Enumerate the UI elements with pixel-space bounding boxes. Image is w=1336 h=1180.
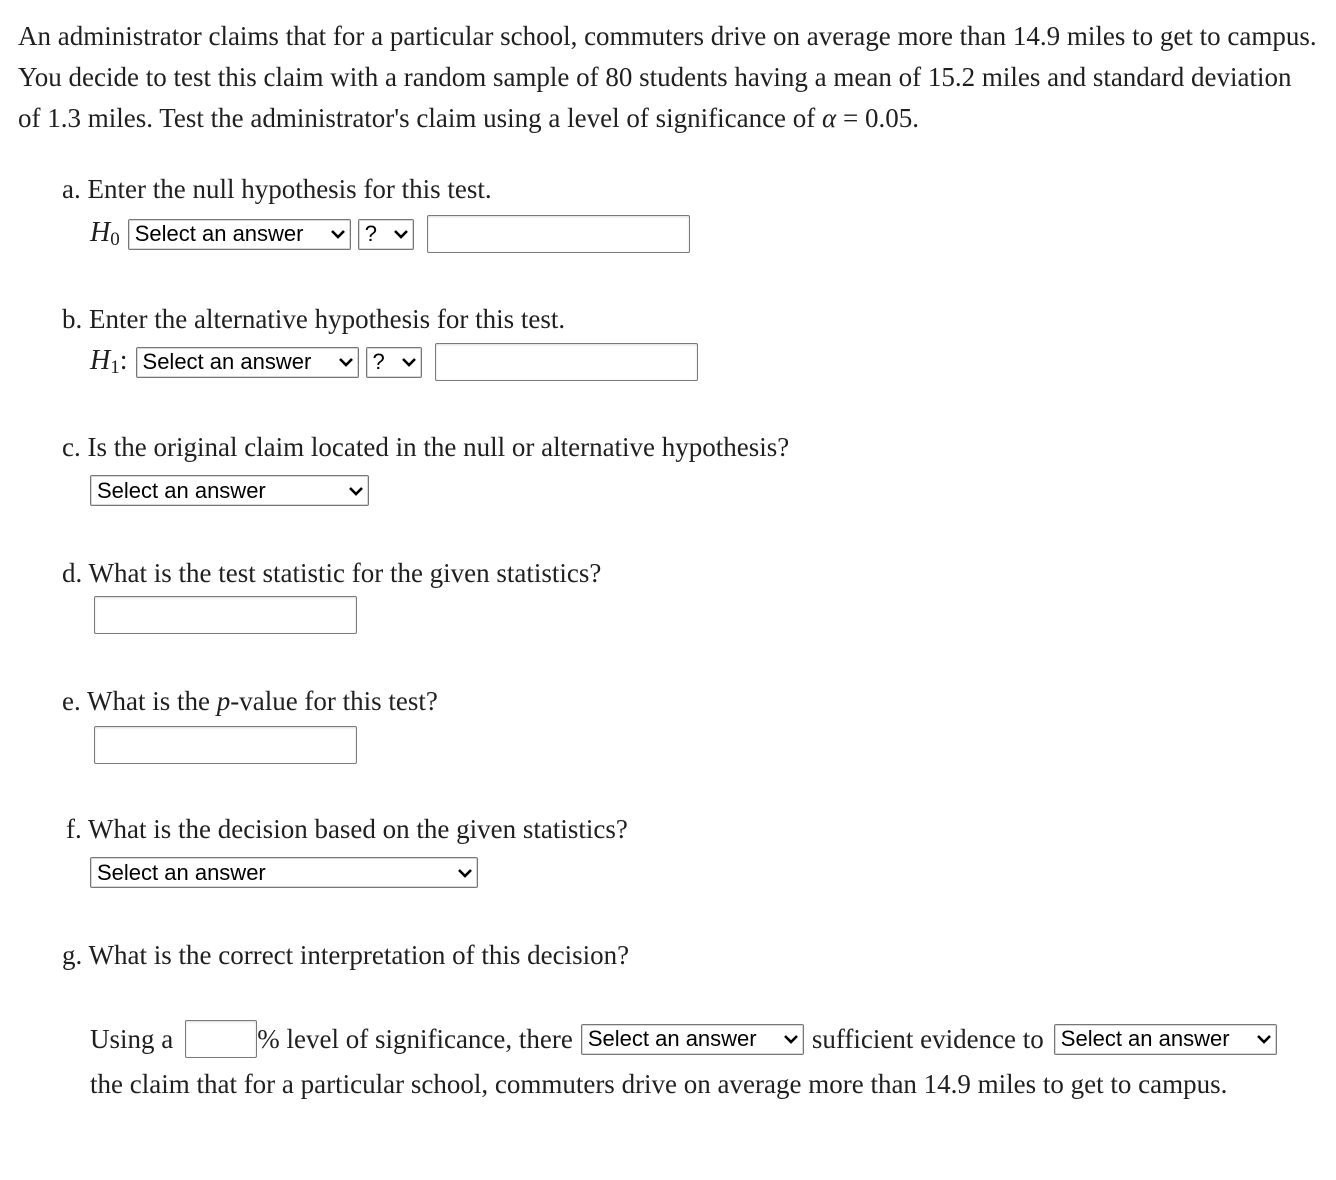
- alpha-symbol: α: [822, 103, 837, 133]
- claim-location-row: [90, 475, 369, 506]
- interpretation-line-1: [90, 1019, 1277, 1059]
- question-d-label: d. What is the test statistic for the given statistics?: [62, 558, 602, 588]
- chevron-down-icon: [348, 483, 364, 499]
- interpretation-line-2: [90, 1066, 1227, 1102]
- evidence-text: sufficient evidence to: [811, 1023, 1044, 1054]
- null-value-input[interactable]: [427, 215, 690, 253]
- test-statistic-input[interactable]: [94, 596, 357, 634]
- question-c-label: c. Is the original claim located in the null or alternative hypothesis?: [62, 432, 790, 462]
- h-letter: H: [90, 217, 111, 248]
- null-hypothesis-symbol: [90, 217, 120, 251]
- h-subscript: 1: [110, 357, 120, 378]
- problem-text: An administrator claims that for a particular school, commuters drive on average more than 14.9 miles to get to campus. You decide to test this claim with a random sample of 80 students having a mean of 15.2 miles and standard deviation of 1.3 miles. Test the administrator's claim using a level of significance of: [18, 21, 1317, 133]
- null-operator-select[interactable]: [358, 219, 414, 250]
- alternative-parameter-select[interactable]: [136, 347, 359, 378]
- evidence-action-select[interactable]: [1054, 1024, 1277, 1055]
- h-subscript: 0: [110, 229, 120, 250]
- test-statistic-row: [94, 596, 357, 634]
- question-b-label: b. Enter the alternative hypothesis for this test.: [62, 304, 566, 334]
- chevron-down-icon: [783, 1031, 799, 1047]
- p-value-row: [94, 726, 357, 764]
- label-part: -value for this test?: [230, 686, 438, 716]
- question-a-label: a. Enter the null hypothesis for this test.: [62, 174, 492, 204]
- select-value: Select an answer: [1060, 1026, 1230, 1051]
- chevron-down-icon: [338, 354, 354, 370]
- select-value: Select an answer: [134, 221, 304, 246]
- problem-statement: [18, 16, 1318, 139]
- p-value-input[interactable]: [94, 726, 357, 764]
- chevron-down-icon: [457, 865, 473, 881]
- question-f-label: f. What is the decision based on the given statistics?: [66, 814, 628, 844]
- select-value: Select an answer: [97, 859, 266, 885]
- significance-percent-input[interactable]: [185, 1020, 257, 1058]
- h-letter: H: [90, 345, 111, 376]
- using-a-text: Using a: [90, 1023, 174, 1054]
- chevron-down-icon: [1256, 1031, 1272, 1047]
- question-e-label: [62, 684, 438, 718]
- alternative-hypothesis-row: [90, 343, 698, 381]
- select-value: Select an answer: [587, 1026, 757, 1051]
- alternative-operator-select[interactable]: [366, 347, 422, 378]
- level-text: % level of significance, there: [257, 1023, 573, 1054]
- question-g-label: g. What is the correct interpretation of this decision?: [62, 940, 630, 970]
- evidence-there-select[interactable]: [581, 1024, 804, 1055]
- claim-tail-text: the claim that for a particular school, commuters drive on average more than 14.9 miles to get to campus.: [90, 1068, 1228, 1099]
- select-value: Select an answer: [142, 349, 312, 374]
- alternative-hypothesis-symbol: [90, 345, 128, 379]
- chevron-down-icon: [401, 354, 417, 370]
- problem-alpha-value: = 0.05.: [836, 103, 919, 133]
- decision-select[interactable]: [90, 857, 478, 888]
- select-value: ?: [372, 349, 385, 374]
- alternative-value-input[interactable]: [435, 343, 698, 381]
- null-hypothesis-row: [90, 215, 690, 253]
- label-part: e. What is the: [62, 686, 217, 716]
- null-parameter-select[interactable]: [128, 219, 351, 250]
- p-symbol: p: [216, 686, 231, 716]
- chevron-down-icon: [393, 226, 409, 242]
- decision-row: [90, 857, 478, 888]
- select-value: ?: [364, 221, 377, 246]
- colon: :: [119, 345, 128, 376]
- claim-location-select[interactable]: [90, 475, 369, 506]
- select-value: Select an answer: [97, 477, 266, 503]
- chevron-down-icon: [330, 226, 346, 242]
